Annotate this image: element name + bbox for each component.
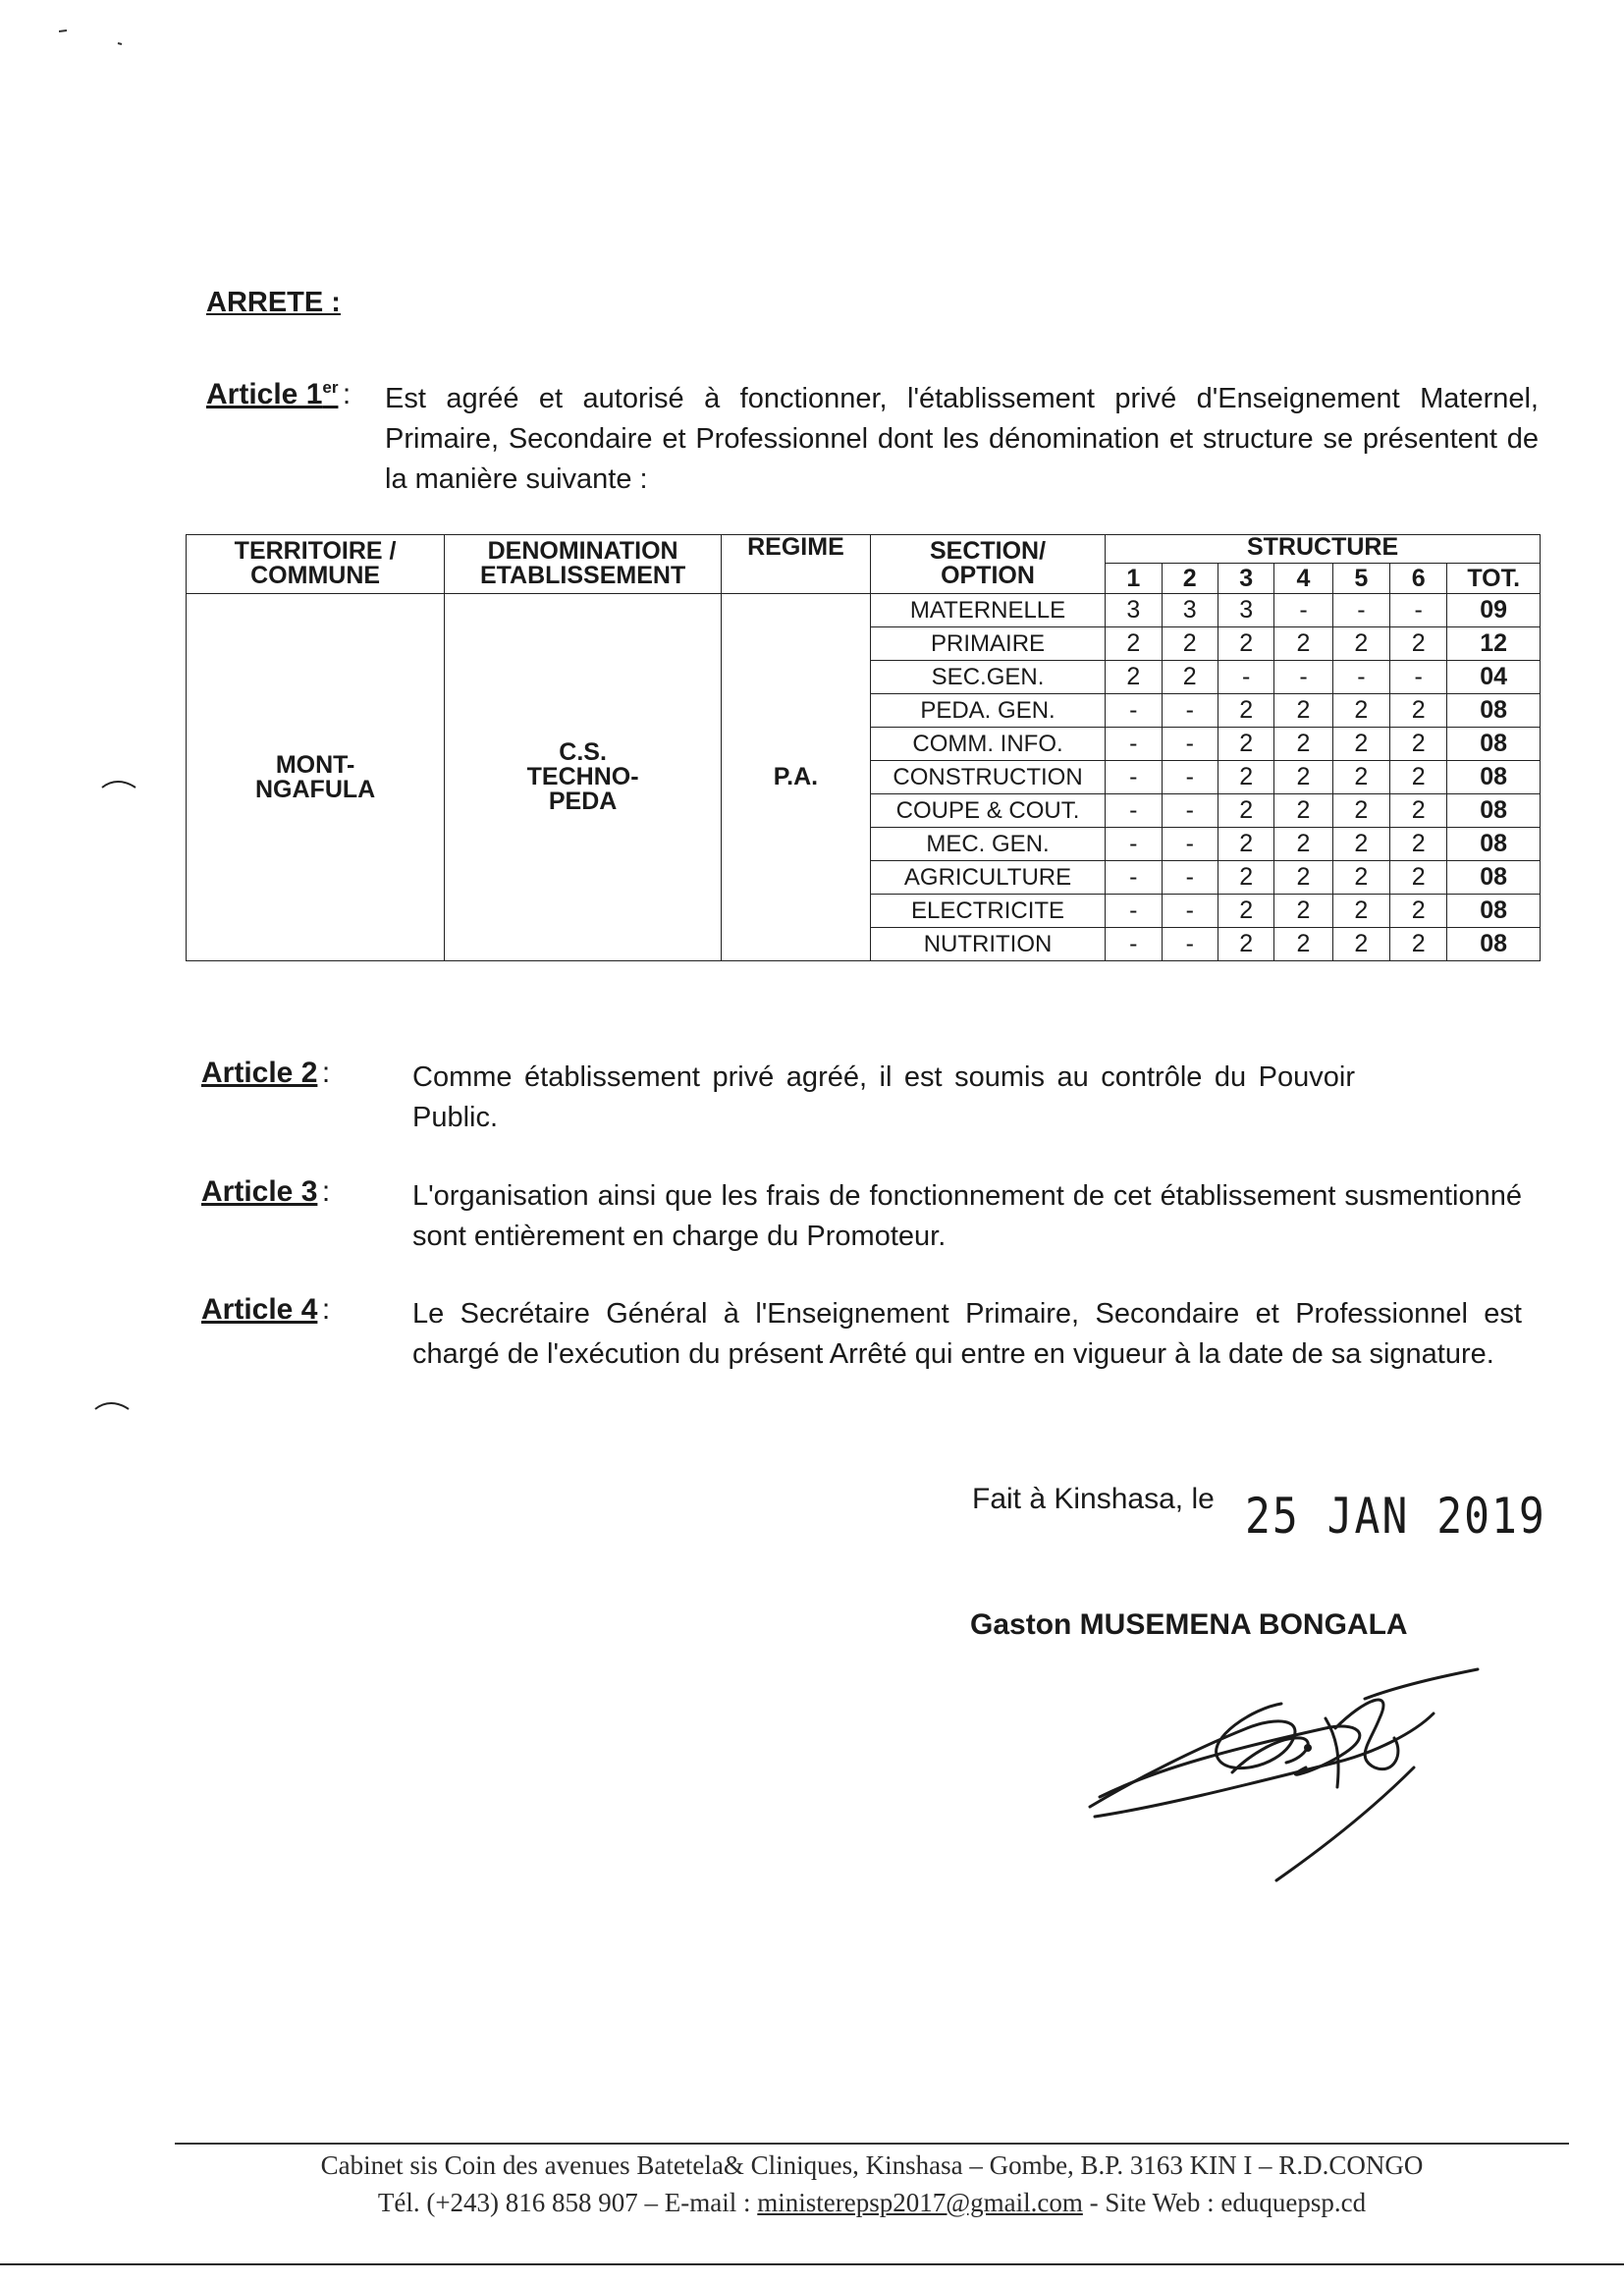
article-1-label: Article 1er	[206, 378, 339, 410]
structure-value-cell: -	[1106, 895, 1162, 928]
structure-col-header: 4	[1274, 564, 1332, 594]
structure-value-cell: 2	[1274, 861, 1332, 895]
section-option-cell: AGRICULTURE	[870, 861, 1105, 895]
structure-value-cell: 2	[1218, 928, 1273, 961]
structure-value-cell: 2	[1274, 928, 1332, 961]
header-section-option: SECTION/ OPTION	[870, 535, 1105, 594]
section-option-cell: CONSTRUCTION	[870, 761, 1105, 794]
header-territoire: TERRITOIRE / COMMUNE	[187, 535, 445, 594]
structure-value-cell: 2	[1332, 928, 1389, 961]
structure-value-cell: 2	[1390, 928, 1447, 961]
signer-name: Gaston MUSEMENA BONGALA	[970, 1608, 1408, 1641]
structure-value-cell: -	[1106, 728, 1162, 761]
section-option-cell: MATERNELLE	[870, 594, 1105, 627]
structure-value-cell: -	[1332, 661, 1389, 694]
structure-value-cell: 2	[1218, 861, 1273, 895]
total-cell: 08	[1447, 794, 1541, 828]
denomination-cell: C.S. TECHNO-PEDA	[445, 594, 722, 961]
section-option-cell: COUPE & COUT.	[870, 794, 1105, 828]
section-option-cell: ELECTRICITE	[870, 895, 1105, 928]
section-option-cell: MEC. GEN.	[870, 828, 1105, 861]
structure-value-cell: 2	[1274, 728, 1332, 761]
structure-value-cell: -	[1162, 895, 1218, 928]
structure-value-cell: 2	[1106, 661, 1162, 694]
structure-value-cell: 2	[1390, 794, 1447, 828]
structure-col-header: 2	[1162, 564, 1218, 594]
structure-value-cell: -	[1106, 828, 1162, 861]
structure-value-cell: 2	[1162, 627, 1218, 661]
article-3-colon: :	[321, 1175, 331, 1208]
structure-value-cell: 2	[1106, 627, 1162, 661]
structure-col-header: 1	[1106, 564, 1162, 594]
article-3-text: L'organisation ainsi que les frais de fonctionnement de cet établissement susmentionné sont entièrement en charge du Promoteur.	[412, 1180, 1522, 1252]
total-cell: 08	[1447, 861, 1541, 895]
article-4-colon: :	[321, 1293, 331, 1326]
header-regime: REGIME	[721, 535, 870, 594]
territoire-cell: MONT-NGAFULA	[187, 594, 445, 961]
structure-col-header: 5	[1332, 564, 1389, 594]
total-cell: 04	[1447, 661, 1541, 694]
article-1-text: Est agréé et autorisé à fonctionner, l'établissement privé d'Enseignement Maternel, Primaire, Secondaire et Professionnel dont les dénomination et structure se présentent de la manière suivante :	[385, 383, 1539, 495]
structure-value-cell: 2	[1332, 694, 1389, 728]
hole-punch-mark	[93, 1397, 133, 1417]
structure-col-header: TOT.	[1447, 564, 1541, 594]
article-2-text: Comme établissement privé agréé, il est soumis au contrôle du Pouvoir Public.	[412, 1061, 1355, 1133]
section-option-cell: SEC.GEN.	[870, 661, 1105, 694]
structure-value-cell: 2	[1390, 627, 1447, 661]
structure-value-cell: -	[1106, 694, 1162, 728]
structure-value-cell: 2	[1332, 828, 1389, 861]
header-denomination: DENOMINATION ETABLISSEMENT	[445, 535, 722, 594]
section-option-cell: PRIMAIRE	[870, 627, 1105, 661]
page-bottom-rule	[0, 2263, 1624, 2265]
structure-value-cell: 2	[1274, 761, 1332, 794]
structure-value-cell: -	[1106, 928, 1162, 961]
structure-value-cell: -	[1106, 794, 1162, 828]
total-cell: 09	[1447, 594, 1541, 627]
total-cell: 08	[1447, 761, 1541, 794]
article-2-colon: :	[321, 1057, 331, 1089]
header-structure: STRUCTURE	[1106, 535, 1541, 564]
structure-value-cell: 2	[1218, 828, 1273, 861]
footer-email-link[interactable]: ministerepsp2017@gmail.com	[757, 2188, 1083, 2217]
structure-value-cell: 2	[1274, 694, 1332, 728]
structure-value-cell: 2	[1390, 761, 1447, 794]
structure-value-cell: -	[1274, 661, 1332, 694]
structure-value-cell: -	[1106, 761, 1162, 794]
structure-value-cell: -	[1162, 928, 1218, 961]
table-row	[187, 594, 1541, 627]
arrete-heading: ARRETE :	[206, 287, 341, 318]
article-4-label: Article 4	[201, 1293, 318, 1326]
structure-value-cell: 2	[1218, 694, 1273, 728]
structure-value-cell: 2	[1274, 627, 1332, 661]
structure-value-cell: -	[1390, 594, 1447, 627]
section-option-cell: NUTRITION	[870, 928, 1105, 961]
handwritten-signature	[1080, 1659, 1492, 1885]
article-2-label: Article 2	[201, 1057, 318, 1089]
structure-value-cell: 2	[1274, 794, 1332, 828]
total-cell: 08	[1447, 828, 1541, 861]
total-cell: 08	[1447, 928, 1541, 961]
structure-value-cell: -	[1390, 661, 1447, 694]
structure-value-cell: 3	[1162, 594, 1218, 627]
structure-value-cell: -	[1274, 594, 1332, 627]
article-4-text: Le Secrétaire Général à l'Enseignement Primaire, Secondaire et Professionnel est chargé de l'exécution du présent Arrêté qui entre en vigueur à la date de sa signature.	[412, 1298, 1522, 1370]
structure-value-cell: 2	[1218, 895, 1273, 928]
structure-value-cell: -	[1162, 794, 1218, 828]
structure-value-cell: 2	[1332, 895, 1389, 928]
footer-rule	[175, 2143, 1569, 2145]
structure-value-cell: -	[1162, 761, 1218, 794]
hole-punch-mark	[100, 776, 139, 795]
structure-value-cell: -	[1218, 661, 1273, 694]
structure-value-cell: 2	[1274, 828, 1332, 861]
article-1-label-block	[206, 378, 351, 411]
structure-value-cell: -	[1162, 694, 1218, 728]
footer-address: Cabinet sis Coin des avenues Batetela& Cliniques, Kinshasa – Gombe, B.P. 3163 KIN I – R.D.CONGO	[320, 2150, 1424, 2180]
structure-value-cell: 2	[1390, 895, 1447, 928]
structure-value-cell: 2	[1218, 761, 1273, 794]
structure-col-header: 3	[1218, 564, 1273, 594]
place-and-date-prefix: Fait à Kinshasa, le	[972, 1483, 1215, 1515]
regime-cell: P.A.	[721, 594, 870, 961]
structure-value-cell: -	[1106, 861, 1162, 895]
article-4-label-block	[201, 1293, 330, 1327]
structure-value-cell: 3	[1106, 594, 1162, 627]
structure-value-cell: 2	[1390, 861, 1447, 895]
date-stamp: 25 JAN 2019	[1245, 1489, 1546, 1546]
structure-value-cell: -	[1162, 828, 1218, 861]
article-3-label: Article 3	[201, 1175, 318, 1208]
scan-speck	[59, 22, 137, 51]
structure-value-cell: -	[1162, 728, 1218, 761]
article-2-label-block	[201, 1057, 330, 1090]
total-cell: 08	[1447, 694, 1541, 728]
section-option-cell: PEDA. GEN.	[870, 694, 1105, 728]
structure-value-cell: 2	[1332, 861, 1389, 895]
structure-value-cell: 2	[1332, 761, 1389, 794]
structure-value-cell: 2	[1218, 627, 1273, 661]
structure-table	[186, 534, 1541, 961]
structure-value-cell: 3	[1218, 594, 1273, 627]
structure-value-cell: 2	[1332, 794, 1389, 828]
structure-value-cell: 2	[1274, 895, 1332, 928]
total-cell: 08	[1447, 895, 1541, 928]
structure-value-cell: 2	[1390, 828, 1447, 861]
total-cell: 08	[1447, 728, 1541, 761]
structure-col-header: 6	[1390, 564, 1447, 594]
structure-value-cell: 2	[1390, 694, 1447, 728]
structure-value-cell: 2	[1390, 728, 1447, 761]
section-option-cell: COMM. INFO.	[870, 728, 1105, 761]
structure-value-cell: 2	[1162, 661, 1218, 694]
structure-value-cell: 2	[1332, 627, 1389, 661]
structure-value-cell: -	[1162, 861, 1218, 895]
structure-value-cell: 2	[1218, 794, 1273, 828]
article-3-label-block	[201, 1175, 330, 1209]
structure-value-cell: 2	[1218, 728, 1273, 761]
structure-value-cell: 2	[1332, 728, 1389, 761]
structure-value-cell: -	[1332, 594, 1389, 627]
footer-contact: Tél. (+243) 816 858 907 – E-mail : ministerepsp2017@gmail.com - Site Web : eduquepsp.cd	[377, 2188, 1367, 2217]
total-cell: 12	[1447, 627, 1541, 661]
article-1-colon: :	[342, 378, 352, 410]
